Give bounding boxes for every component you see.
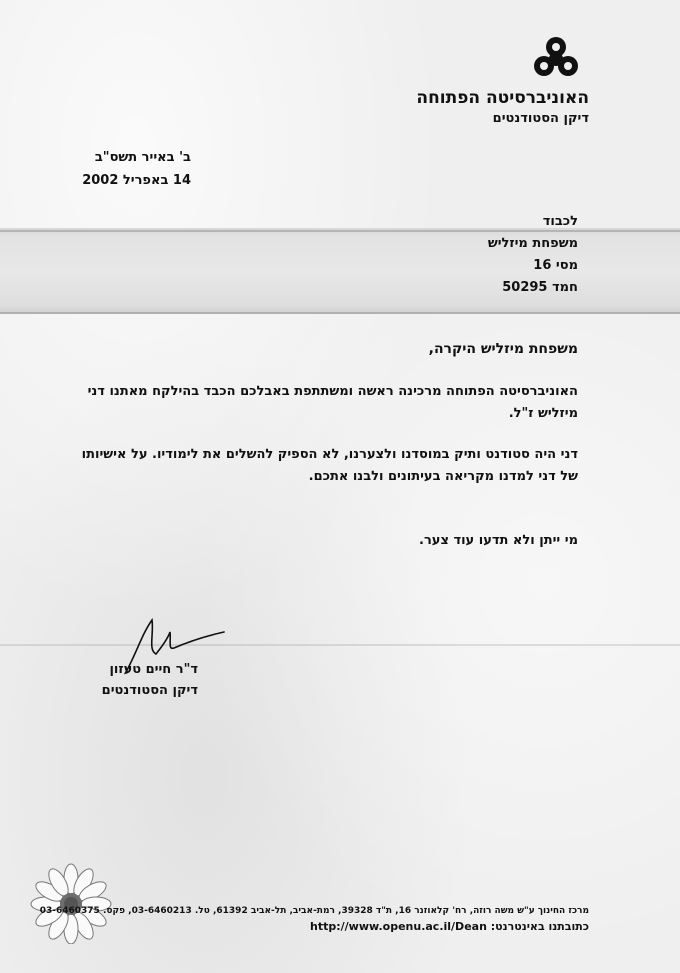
signatory-title: דיקן הסטודנטים bbox=[101, 683, 198, 698]
signatory-name: ד"ר חיים טעזון bbox=[109, 662, 198, 677]
paragraph: דני היה סטודנט ותיק במוסדנו ולצערנו, לא הספיק להשלים את לימודיו. על אישיותו של דני למדנו מקריאה בעיתונים ולבנו אתכם. bbox=[81, 447, 578, 484]
footer-web bbox=[310, 920, 589, 933]
recipient-line: מסי 16 bbox=[533, 258, 578, 273]
footer-web-link[interactable]: http://www.openu.ac.il/Dean bbox=[310, 920, 487, 933]
recipient-line: לכבוד bbox=[542, 214, 578, 229]
fold-line bbox=[0, 644, 680, 646]
recipient-line: משפחת מיזליש bbox=[487, 236, 578, 251]
closing-line: מי ייתן ולא תדעו עוד צער. bbox=[419, 533, 578, 548]
paragraph: האוניברסיטה הפתוחה מרכינה ראשה ומשתתפת באבלכם הכבד בהילקח מאתנו דני מיזליש ז"ל. bbox=[87, 384, 578, 421]
greeting: משפחת מיזליש היקרה, bbox=[428, 341, 578, 357]
fold-line bbox=[0, 230, 680, 232]
daisy-flower-icon bbox=[28, 862, 114, 944]
fold-line bbox=[0, 312, 680, 314]
footer-address: מרכז החינוך ע"ש משה רוזה, רח' קלאוזנר 16, ת"ד 39328, רמת-אביב, תל-אביב 61392, טל. 03-6460213, פקס. 03-6460375 bbox=[39, 906, 589, 916]
department-name: דיקן הסטודנטים bbox=[492, 111, 589, 126]
folded-band bbox=[0, 228, 680, 314]
footer-web-label: כתובתנו באינטרנט: bbox=[490, 920, 589, 933]
open-university-trefoil-icon bbox=[532, 36, 580, 78]
recipient-line: חמד 50295 bbox=[502, 280, 578, 295]
organization-name: האוניברסיטה הפתוחה bbox=[416, 88, 589, 108]
hebrew-date: ב' באייר תשס"ב bbox=[94, 150, 191, 165]
gregorian-date: 14 באפריל 2002 bbox=[82, 173, 191, 188]
